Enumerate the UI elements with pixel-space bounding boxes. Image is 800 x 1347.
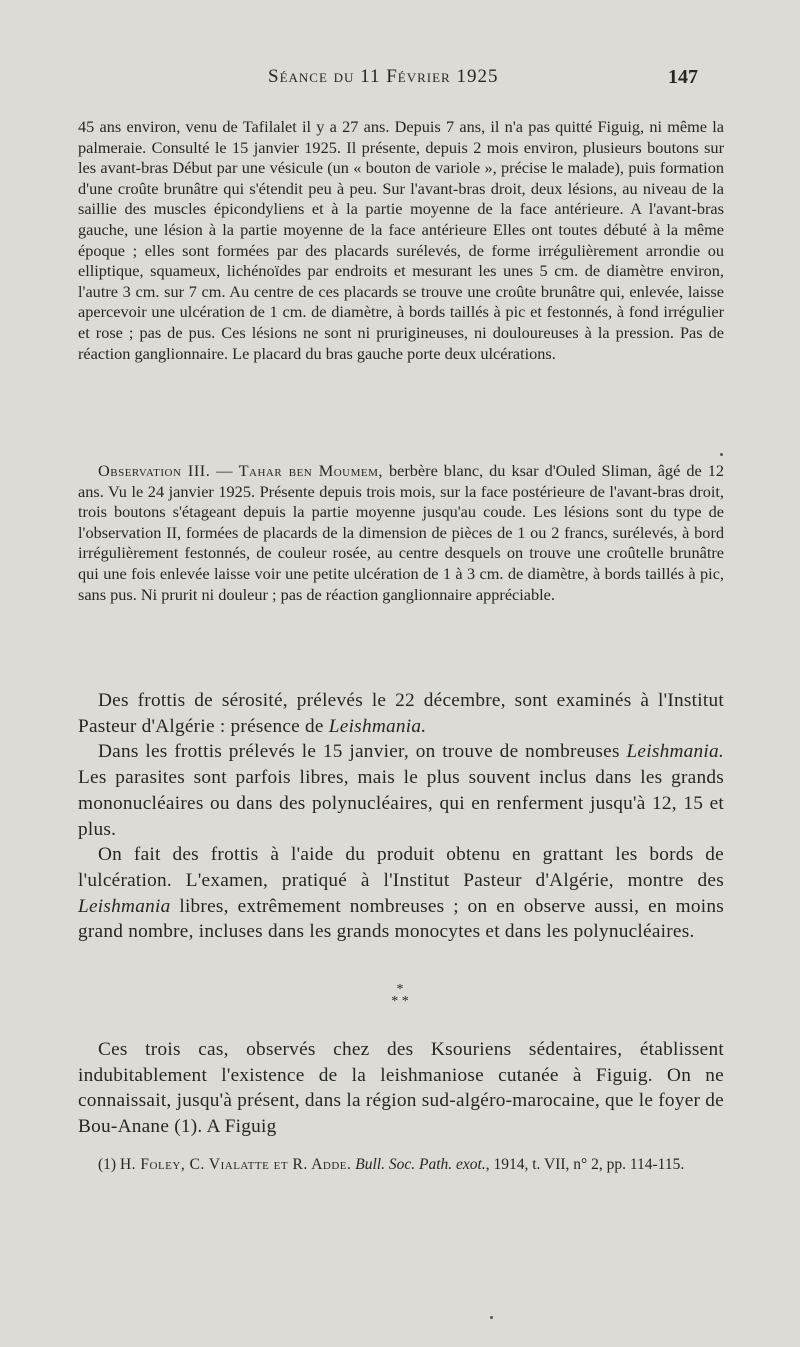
results-paragraph-1 (78, 688, 724, 739)
results-p1-text: Des frottis de sérosité, prélevés le 22 décembre, sont examinés à l'Institut Pasteur d'Algérie : présence de (78, 690, 724, 737)
page-header (0, 66, 800, 94)
results-p1-species: Leishmania. (328, 715, 427, 737)
results-section (78, 688, 724, 945)
footnote (78, 1155, 724, 1175)
paper-speck (720, 453, 723, 456)
separator-top-star: * (396, 982, 404, 997)
observation-3-text: berbère blanc, du ksar d'Ouled Sliman, âgé de 12 ans. Vu le 24 janvier 1925. Présente depuis trois mois, sur la face postérieure de l'avant-bras droit, trois boutons s'étageant depuis la partie moyenne jusqu'au coude. Les lésions sont du type de l'observation II, formées de placards de la dimension de pièces de 1 ou 2 francs, surélevés, à bord irrégulièrement festonnés, de couleur rosée, au centre desquels on trouve une croûtelle brunâtre qui une fois enlevée laisse voir une petite ulcération de 1 à 3 cm. de diamètre, à bords taillés à pic, sans pus. Ni prurit ni douleur ; pas de réaction ganglionnaire appréciable. (78, 461, 724, 604)
paper-speck (490, 1316, 493, 1319)
observation-2-text: 45 ans environ, venu de Tafilalet il y a 27 ans. Depuis 7 ans, il n'a pas quitté Figuig, ni même la palmeraie. Consulté le 15 janvier 1925. Il présente, depuis 2 mois environ, plusieurs boutons sur les avant-bras Début par une vésicule (un « bouton de variole », précise le malade), puis formation d'une croûte brunâtre qui s'étendit peu à peu. Sur l'avant-bras droit, deux lésions, au niveau de la saillie des muscles épicondyliens et à la partie moyenne de la face antérieure. A l'avant-bras gauche, une lésion à la partie moyenne de la face antérieure Elles ont toutes débuté à la même époque ; elles sont formées par des placards surélevés, de forme irrégulièrement arrondie ou elliptique, squameux, lichénoïdes par endroits et mesurant les unes 5 cm. de diamètre environ, l'autre 3 cm. sur 7 cm. Au centre de ces placards se trouve une croûte brunâtre qui, enlevée, laisse apercevoir une ulcération de 1 cm. de diamètre, à bords taillés à pic et festonnés, à fond irrégulier et rose ; pas de pus. Ces lésions ne sont ni prurigineuses, ni douloureuses à la pression. Pas de réaction ganglionnaire. Le placard du bras gauche porte deux ulcérations. (78, 117, 724, 363)
observation-3-paragraph (78, 461, 724, 605)
observation-2-continuation (78, 117, 724, 364)
results-paragraph-3 (78, 842, 724, 945)
footnote-marker: (1) (98, 1156, 120, 1173)
conclusion-paragraph: Ces trois cas, observés chez des Ksouriens sédentaires, établissent indubitablement l'existence de la leishmaniose cutanée à Figuig. On ne connaissait, jusqu'à présent, dans la région sud-algéro-marocaine, que le foyer de Bou-Anane (1). A Figuig (78, 1039, 724, 1138)
results-p2-text-b: Les parasites sont parfois libres, mais le plus souvent inclus dans les grands mononucléaires ou dans des polynucléaires, qui en renferment jusqu'à 12, 15 et plus. (78, 767, 724, 840)
results-p3-species: Leishmania (78, 895, 171, 917)
separator-bottom-stars: * * (391, 994, 409, 1009)
observation-3-dash: — (210, 461, 239, 480)
results-paragraph-2 (78, 739, 724, 842)
observation-3-heading: Observation III. (98, 461, 211, 480)
results-p3-text-a: On fait des frottis à l'aide du produit obtenu en grattant les bords de l'ulcération. L'examen, pratiqué à l'Institut Pasteur d'Algérie, montre des (78, 844, 724, 891)
footnote-journal: Bull. Soc. Path. exot. (355, 1156, 486, 1173)
page-number: 147 (668, 66, 698, 88)
section-separator (380, 984, 420, 1008)
running-title: Séance du 11 Février 1925 (268, 66, 499, 87)
observation-3 (78, 461, 724, 605)
observation-3-patient-name: Tahar ben Moumem, (238, 461, 383, 480)
footnote-paragraph (78, 1155, 724, 1175)
footnote-details: , 1914, t. VII, n° 2, pp. 114-115. (485, 1156, 685, 1173)
footnote-authors: H. Foley, C. Vialatte et R. Adde. (119, 1156, 352, 1173)
results-p3-text-b: libres, extrêmement nombreuses ; on en observe aussi, en moins grand nombre, incluses dans les grands monocytes et dans les polynucléaires. (78, 895, 724, 943)
results-p2-species: Leishmania. (626, 741, 724, 763)
results-p2-text-a: Dans les frottis prélevés le 15 janvier, on trouve de nombreuses (98, 741, 627, 763)
conclusion-section (78, 1037, 724, 1140)
